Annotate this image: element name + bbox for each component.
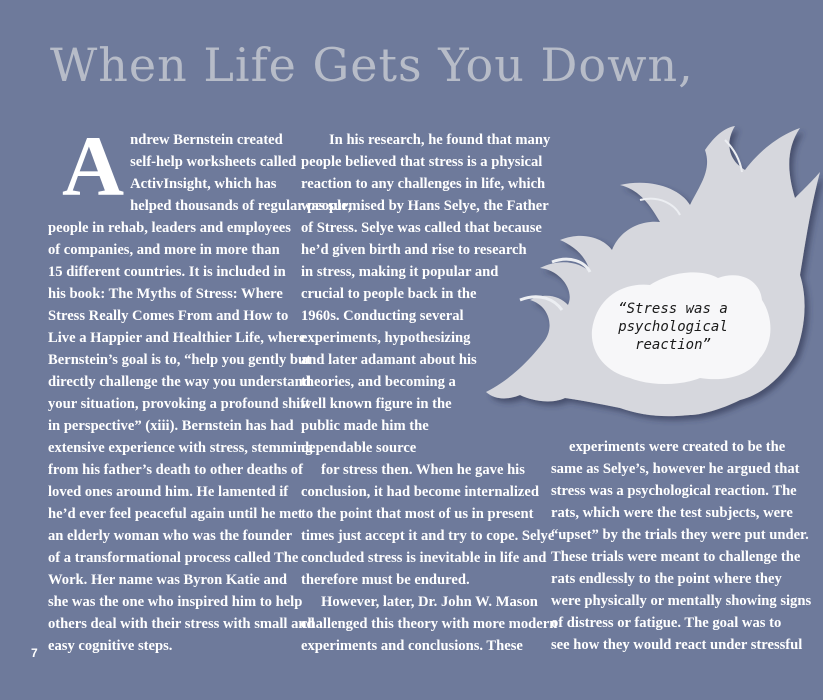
text-line: “upset” by the trials they were put under. [551,527,809,543]
text-line: to the point that most of us in present [301,506,534,522]
text-line: However, later, Dr. John W. Mason [321,594,538,610]
text-line: directly challenge the way you understand [48,374,311,390]
text-line: times just accept it and try to cope. Selye [301,528,555,544]
text-line: self-help worksheets called [130,154,297,170]
text-line: public made him the [301,418,429,434]
text-line: of a transformational process called The [48,550,299,566]
text-line: experiments, hypothesizing [301,330,471,346]
text-line: for stress then. When he gave his [321,462,525,478]
text-line: rats endlessly to the point where they [551,571,782,587]
text-line: Bernstein’s goal is to, “help you gently but [48,352,311,368]
text-line: theories, and becoming a [301,374,456,390]
text-line: an elderly woman who was the founder [48,528,293,544]
text-line: extensive experience with stress, stemming [48,440,313,456]
text-line: she was the one who inspired him to help [48,594,303,610]
text-line: experiments and conclusions. These [301,638,523,654]
text-line: 15 different countries. It is included in [48,264,286,280]
text-line: easy cognitive steps. [48,638,173,654]
text-line: experiments were created to be the [569,439,786,455]
text-line: well known figure in the [301,396,452,412]
text-line: crucial to people back in the [301,286,477,302]
text-line: in perspective” (xiii). Bernstein has had [48,418,294,434]
text-line: Stress Really Comes From and How to [48,308,289,324]
text-line: In his research, he found that many [329,132,551,148]
text-line: of companies, and more in more than [48,242,280,258]
text-line: ActivInsight, which has [130,176,277,192]
text-line: rats, which were the test subjects, were [551,505,793,521]
page-number: 7 [31,646,38,660]
text-line: same as Selye’s, however he argued that [551,461,800,477]
text-line: others deal with their stress with small and [48,616,315,632]
text-line: reaction to any challenges in life, which [301,176,546,192]
text-line: from his father’s death to other deaths of [48,462,303,478]
text-line: therefore must be endured. [301,572,470,588]
body-column-3 [551,436,812,656]
text-line: were physically or mentally showing signs [551,593,812,609]
drop-cap: A [62,118,125,214]
text-line: ndrew Bernstein created [130,132,283,148]
text-line: he’d ever feel peaceful again until he met [48,506,303,522]
text-line: in stress, making it popular and [301,264,499,280]
text-line: his book: The Myths of Stress: Where [48,286,283,302]
text-line: conclusion, it had become internalized [301,484,539,500]
text-line: and later adamant about his [301,352,477,368]
pull-quote-line: psychological [618,319,728,335]
text-line: Work. Her name was Byron Katie and [48,572,288,588]
text-line: of Stress. Selye was called that because [301,220,542,236]
text-line: 1960s. Conducting several [301,308,464,324]
text-line: of distress or fatigue. The goal was to [551,615,782,631]
page-title: When Life Gets You Down, [50,38,694,92]
pull-quote [606,300,740,354]
text-line: people believed that stress is a physical [301,154,543,170]
text-line: These trials were meant to challenge the [551,549,801,565]
text-line: stress was a psychological reaction. The [551,483,797,499]
text-line: dependable source [301,440,417,456]
text-line: was surmised by Hans Selye, the Father [301,198,549,214]
pull-quote-line: reaction” [635,337,711,353]
text-line: see how they would react under stressful [551,637,803,653]
text-line: your situation, provoking a profound shift [48,396,310,412]
text-line: he’d given birth and rise to research [301,242,527,258]
text-line: helped thousands of regular people, [130,198,352,214]
text-line: people in rehab, leaders and employees [48,220,291,236]
text-line: challenged this theory with more modern [301,616,558,632]
text-line: loved ones around him. He lamented if [48,484,289,500]
text-line: concluded stress is inevitable in life and [301,550,547,566]
pull-quote-line: “Stress was a [618,301,728,317]
text-line: Live a Happier and Healthier Life, where [48,330,306,346]
